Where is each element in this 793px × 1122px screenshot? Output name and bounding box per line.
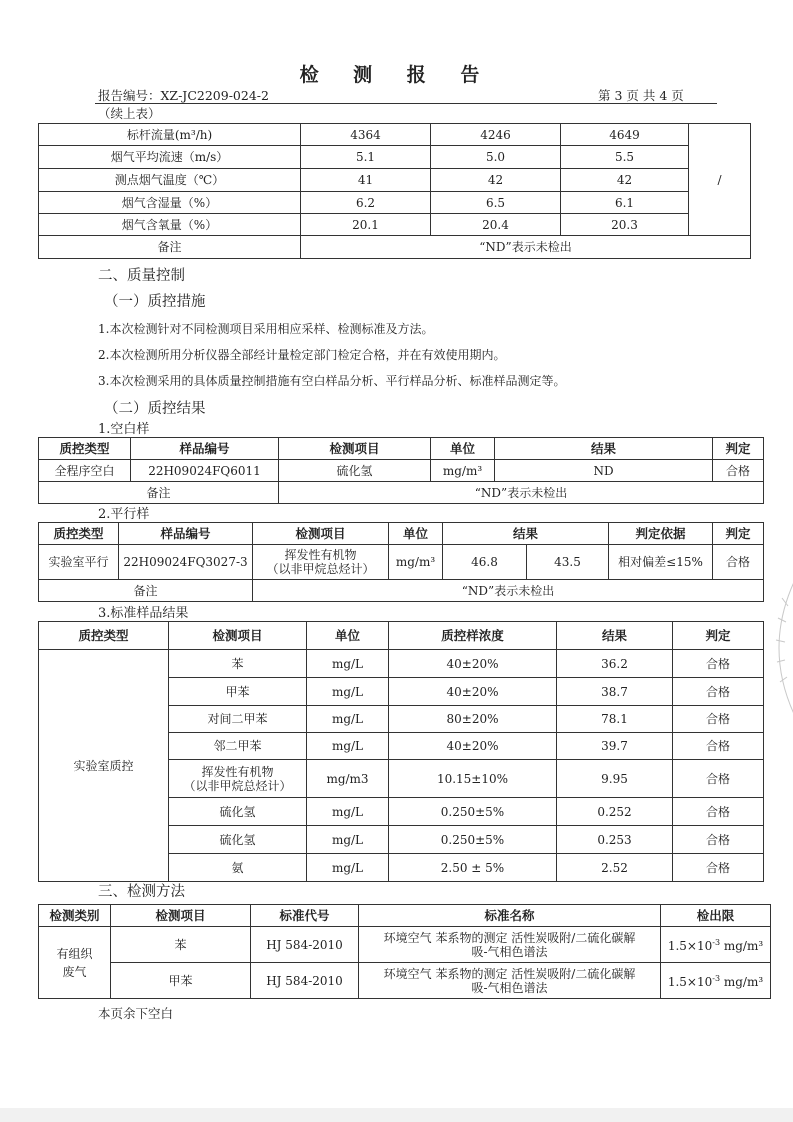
cell-verdict: 合格 (673, 678, 764, 706)
cell-unit: mg/m3 (307, 760, 389, 798)
cell-result-2: 43.5 (527, 545, 609, 580)
cell-qc-type: 全程序空白 (39, 460, 131, 482)
header-unit: 单位 (431, 438, 495, 460)
remaining-blank-note: 本页余下空白 (98, 1006, 174, 1021)
cell-code: HJ 584-2010 (251, 963, 359, 999)
item-line-1: 挥发性有机物 (284, 548, 357, 562)
param-label: 烟气平均流速（m/s） (39, 146, 301, 169)
value-cell: 6.2 (301, 192, 431, 214)
cell-result: ND (495, 460, 713, 482)
param-label: 烟气含氧量（%） (39, 214, 301, 236)
table-header-row (39, 905, 771, 927)
cell-concentration: 80±20% (389, 706, 557, 733)
table-row (39, 146, 751, 169)
standard-sample-table (38, 621, 764, 882)
cell-concentration: 40±20% (389, 733, 557, 760)
cell-unit: mg/L (307, 826, 389, 854)
note-label: 备注 (39, 580, 253, 602)
cell-verdict: 合格 (673, 733, 764, 760)
note-row (39, 482, 764, 504)
measure-2: 2.本次检测所用分析仪器全部经计量检定部门检定合格，并在有效使用期内。 (98, 348, 506, 362)
header-rule (95, 103, 717, 104)
cell-verdict: 合格 (673, 650, 764, 678)
cell-verdict: 合格 (673, 826, 764, 854)
cell-result: 0.253 (557, 826, 673, 854)
header-verdict: 判定 (713, 438, 764, 460)
cell-verdict: 合格 (673, 798, 764, 826)
cell-concentration: 2.50 ± 5% (389, 854, 557, 882)
table-row (39, 214, 751, 236)
cell-result: 39.7 (557, 733, 673, 760)
cell-item: 硫化氢 (279, 460, 431, 482)
cell-sample-no: 22H09024FQ6011 (131, 460, 279, 482)
section-methods: 三、检测方法 (98, 884, 185, 900)
blank-sample-table (38, 437, 764, 504)
cell-verdict: 合格 (673, 854, 764, 882)
cell-item: 甲苯 (111, 963, 251, 999)
value-cell: 41 (301, 169, 431, 192)
cell-result: 78.1 (557, 706, 673, 733)
header-item: 检测项目 (253, 523, 389, 545)
cell-standard-name (359, 963, 661, 999)
header-basis: 判定依据 (609, 523, 713, 545)
category-line-1: 有组织 (56, 946, 93, 961)
value-cell: 20.3 (561, 214, 689, 236)
standard-name-line-1: 环境空气 苯系物的测定 活性炭吸附/二硫化碳解 (383, 966, 636, 981)
parallel-title: 2.平行样 (98, 507, 150, 522)
section-quality-control: 二、质量控制 (98, 268, 185, 284)
header-result: 结果 (557, 622, 673, 650)
limit-base: 1.5×10 (667, 975, 713, 989)
flue-gas-table (38, 123, 751, 259)
report-title: 检 测 报 告 (299, 64, 494, 86)
header-qc-type: 质控类型 (39, 523, 119, 545)
scan-bottom-band (0, 1108, 793, 1122)
cell-category (39, 927, 111, 999)
value-cell: 42 (431, 169, 561, 192)
parallel-sample-table (38, 522, 764, 602)
table-row (39, 169, 751, 192)
item-line-1: 挥发性有机物 (201, 764, 274, 779)
header-unit: 单位 (389, 523, 443, 545)
cell-result: 9.95 (557, 760, 673, 798)
table-row (39, 963, 771, 999)
continued-label: （续上表） (98, 106, 161, 121)
cell-unit: mg/L (307, 798, 389, 826)
note-value: “ND”表示未检出 (279, 482, 764, 504)
category-line-2: 废气 (62, 964, 87, 979)
cell-detection-limit (661, 963, 771, 999)
header-sample-no: 样品编号 (119, 523, 253, 545)
item-line-2: （以非甲烷总烃计） (266, 562, 375, 576)
cell-detection-limit (661, 927, 771, 963)
item-line-2: （以非甲烷总烃计） (183, 778, 292, 793)
cell-concentration: 40±20% (389, 678, 557, 706)
report-number: 报告编号：XZ-JC2209-024-2 (98, 88, 269, 103)
value-cell: 4364 (301, 124, 431, 146)
cell-concentration: 0.250±5% (389, 826, 557, 854)
note-row (39, 236, 751, 259)
cell-result: 36.2 (557, 650, 673, 678)
standard-name-line-2: 吸-气相色谱法 (471, 944, 548, 959)
limit-unit: mg/m³ (720, 939, 764, 953)
note-label: 备注 (39, 482, 279, 504)
table-header-row (39, 523, 764, 545)
value-cell: 20.4 (431, 214, 561, 236)
cell-qc-type: 实验室平行 (39, 545, 119, 580)
cell-unit: mg/m³ (389, 545, 443, 580)
cell-sample-no: 22H09024FQ3027-3 (119, 545, 253, 580)
standard-name-line-2: 吸-气相色谱法 (471, 980, 548, 995)
table-header-row (39, 622, 764, 650)
header-concentration: 质控样浓度 (389, 622, 557, 650)
table-row (39, 650, 764, 678)
header-standard-name: 标准名称 (359, 905, 661, 927)
cell-concentration: 40±20% (389, 650, 557, 678)
value-cell: 5.5 (561, 146, 689, 169)
header-verdict: 判定 (713, 523, 764, 545)
cell-item (253, 545, 389, 580)
cell-item: 甲苯 (169, 678, 307, 706)
cell-concentration: 0.250±5% (389, 798, 557, 826)
cell-item: 硫化氢 (169, 826, 307, 854)
header-sample-no: 样品编号 (131, 438, 279, 460)
cell-item: 氨 (169, 854, 307, 882)
note-value: “ND”表示未检出 (301, 236, 751, 259)
cell-result: 38.7 (557, 678, 673, 706)
table-header-row (39, 438, 764, 460)
note-label: 备注 (39, 236, 301, 259)
limit-unit: mg/m³ (720, 975, 764, 989)
table-row (39, 124, 751, 146)
cell-unit: mg/L (307, 650, 389, 678)
note-row (39, 580, 764, 602)
header-item: 检测项目 (111, 905, 251, 927)
value-cell: 20.1 (301, 214, 431, 236)
measure-1: 1.本次检测针对不同检测项目采用相应采样、检测标准及方法。 (98, 322, 434, 336)
param-label: 测点烟气温度（℃） (39, 169, 301, 192)
limit-base: 1.5×10 (667, 939, 713, 953)
header-item: 检测项目 (279, 438, 431, 460)
value-cell: 6.5 (431, 192, 561, 214)
cell-result-1: 46.8 (443, 545, 527, 580)
header-category: 检测类别 (39, 905, 111, 927)
cell-verdict: 合格 (713, 460, 764, 482)
cell-unit: mg/m³ (431, 460, 495, 482)
cell-basis: 相对偏差≤15% (609, 545, 713, 580)
section-qc-results: （二）质控结果 (104, 401, 206, 417)
header-item: 检测项目 (169, 622, 307, 650)
header-qc-type: 质控类型 (39, 438, 131, 460)
cell-item: 邻二甲苯 (169, 733, 307, 760)
value-cell: 5.0 (431, 146, 561, 169)
cell-result: 2.52 (557, 854, 673, 882)
cell-verdict: 合格 (713, 545, 764, 580)
limit-exponent: -3 (712, 974, 721, 983)
value-cell: 6.1 (561, 192, 689, 214)
table-row (39, 545, 764, 580)
cell-item: 苯 (169, 650, 307, 678)
header-verdict: 判定 (673, 622, 764, 650)
cell-result: 0.252 (557, 798, 673, 826)
cell-item (169, 760, 307, 798)
seal-stamp-edge (754, 578, 793, 718)
table-row (39, 927, 771, 963)
slash-cell: / (689, 124, 751, 236)
header-qc-type: 质控类型 (39, 622, 169, 650)
value-cell: 4649 (561, 124, 689, 146)
header-code: 标准代号 (251, 905, 359, 927)
note-value: “ND”表示未检出 (253, 580, 764, 602)
standard-title: 3.标准样品结果 (98, 606, 189, 621)
value-cell: 42 (561, 169, 689, 192)
standard-name-line-1: 环境空气 苯系物的测定 活性炭吸附/二硫化碳解 (383, 930, 636, 945)
header-result: 结果 (495, 438, 713, 460)
cell-unit: mg/L (307, 733, 389, 760)
value-cell: 4246 (431, 124, 561, 146)
param-label: 标杆流量(m³/h) (39, 124, 301, 146)
cell-item: 对间二甲苯 (169, 706, 307, 733)
cell-qc-type: 实验室质控 (39, 650, 169, 882)
header-unit: 单位 (307, 622, 389, 650)
cell-item: 苯 (111, 927, 251, 963)
limit-exponent: -3 (712, 938, 721, 947)
value-cell: 5.1 (301, 146, 431, 169)
table-row (39, 192, 751, 214)
cell-concentration: 10.15±10% (389, 760, 557, 798)
cell-unit: mg/L (307, 854, 389, 882)
cell-verdict: 合格 (673, 706, 764, 733)
param-label: 烟气含湿量（%） (39, 192, 301, 214)
cell-standard-name (359, 927, 661, 963)
cell-unit: mg/L (307, 706, 389, 733)
methods-table (38, 904, 771, 999)
cell-verdict: 合格 (673, 760, 764, 798)
page-number: 第 3 页 共 4 页 (598, 88, 684, 103)
cell-code: HJ 584-2010 (251, 927, 359, 963)
table-row (39, 460, 764, 482)
blank-title: 1.空白样 (98, 422, 150, 437)
cell-item: 硫化氢 (169, 798, 307, 826)
header-detection-limit: 检出限 (661, 905, 771, 927)
section-qc-measures: （一）质控措施 (104, 294, 206, 310)
header-result: 结果 (443, 523, 609, 545)
measure-3: 3.本次检测采用的具体质量控制措施有空白样品分析、平行样品分析、标准样品测定等。 (98, 374, 566, 388)
cell-unit: mg/L (307, 678, 389, 706)
